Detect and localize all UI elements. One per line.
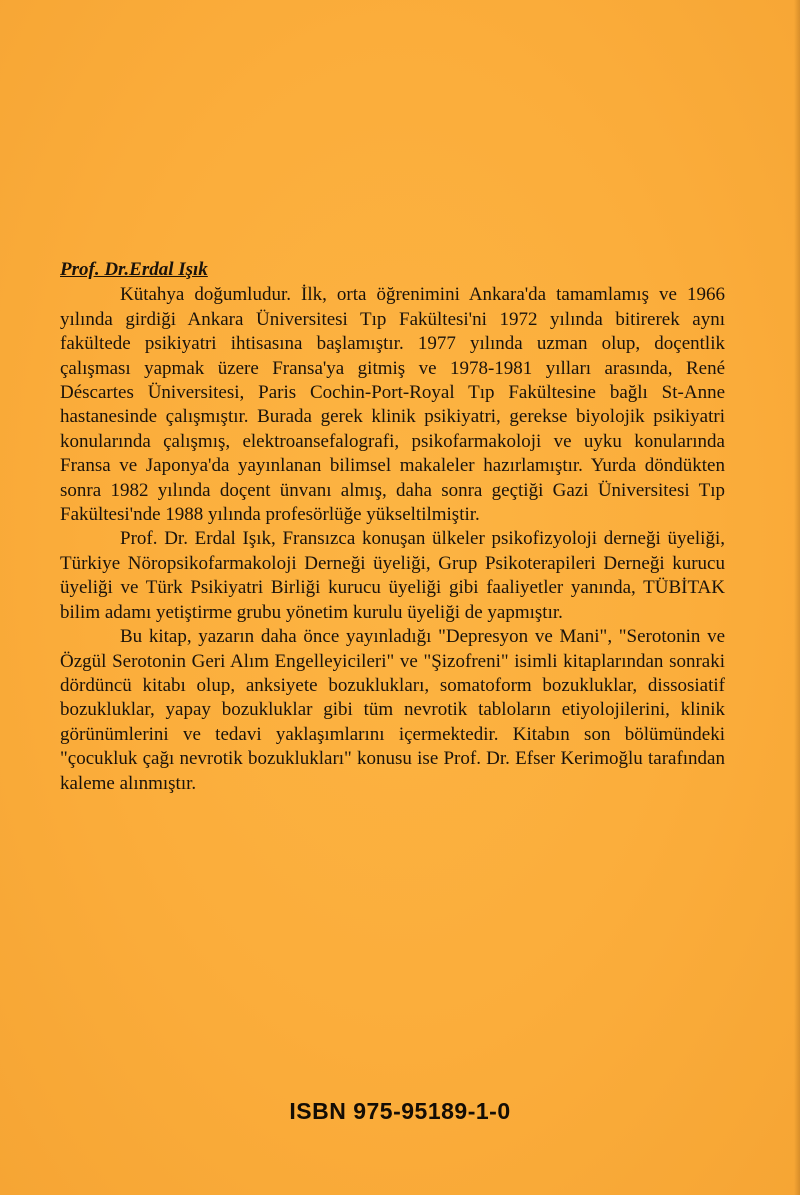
author-bio-section bbox=[60, 258, 725, 796]
bio-paragraph-book: Bu kitap, yazarın daha önce yayınladığı "Depresyon ve Mani", "Serotonin ve Özgül Serotonin Geri Alım Engelleyicileri" ve "Şizofreni" isimli kitaplarından sonraki dördüncü kitabı olup, anksiyete bozuklukları, somatoform bozukluklar, dissosiatif bozukluklar, yapay bozukluklar gibi tüm nevrotik tabloların etiyolojilerini, klinik görünümlerini ve tedavi yaklaşımlarını içermektedir. Kitabın son bölümündeki "çocukluk çağı nevrotik bozuklukları" konusu ise Prof. Dr. Efser Kerimoğlu tarafından kaleme alınmıştır. bbox=[60, 626, 725, 794]
author-name-heading: Prof. Dr.Erdal Işık bbox=[60, 259, 208, 280]
bio-paragraph-education: Kütahya doğumludur. İlk, orta öğrenimini Ankara'da tamamlamış ve 1966 yılında girdiği Ankara Üniversitesi Tıp Fakültesi'ni 1972 yılında bitirerek aynı fakültede psikiyatri ihtisasına başlamıştır. 1977 yılında uzman olup, doçentlik çalışması yapmak üzere Fransa'ya gitmiş ve 1978-1981 yılları arasında, René Déscartes Üniversitesi, Paris Cochin-Port-Royal Tıp Fakültesine bağlı St-Anne hastanesinde çalışmıştır. Burada gerek klinik psikiyatri, gerekse biyolojik psikiyatri konularında çalışmış, elektroansefalografi, psikofarmakoloji ve uyku konularında Fransa ve Japonya'da yayınlanan bilimsel makaleler hazırlamıştır. Yurda döndükten sonra 1982 yılında doçent ünvanı almış, daha sonra geçtiği Gazi Üniversitesi Tıp Fakültesi'nde 1988 yılında profesörlüğe yükseltilmiştir. bbox=[60, 284, 725, 526]
bio-paragraph-memberships: Prof. Dr. Erdal Işık, Fransızca konuşan ülkeler psikofizyoloji derneği üyeliği, Türkiye Nöropsikofarmakoloji Derneği üyeliği, Grup Psikoterapileri Derneği kurucu üyeliği ve Türk Psikiyatri Birliği kurucu üyeliği gibi faaliyetler yanında, TÜBİTAK bilim adamı yetiştirme grubu yönetim kurulu üyeliği de yapmıştır. bbox=[60, 528, 725, 623]
cover-edge-shadow bbox=[794, 0, 800, 1195]
isbn-number: ISBN 975-95189-1-0 bbox=[289, 1098, 511, 1124]
